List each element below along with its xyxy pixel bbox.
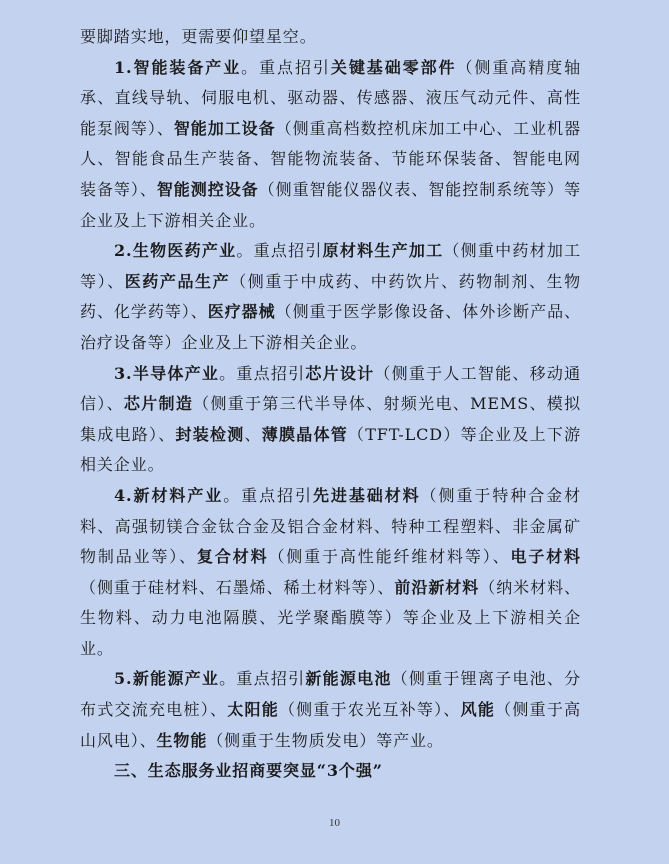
body-text: （侧重于人工智能、移动通信）、 <box>80 363 581 414</box>
bold-term: 1.智能装备产业 <box>114 57 242 77</box>
bold-term: 风能 <box>460 700 496 720</box>
body-text: （侧重于锂离子电池、分布式交流充电桩）、 <box>80 669 581 720</box>
bold-term: 复合材料 <box>197 547 269 567</box>
body-text: （纳米材料、生物料、动力电池隔膜、光学聚酯膜等）等企业及上下游相关企业。 <box>80 577 581 658</box>
body-text: （侧重于医学影像设备、体外诊断产品、治疗设备等）企业及上下游相关企业。 <box>80 302 581 352</box>
bold-term: 智能加工设备 <box>173 118 276 138</box>
body-text: （侧重于特种合金材料、高强韧镁合金钛合金及铝合金材料、特种工程塑料、非金属矿物制品业等）、 <box>80 485 581 567</box>
body-text: 。重点招引 <box>236 241 323 261</box>
bold-term: 生物能 <box>156 730 208 750</box>
industry-paragraph <box>80 53 581 237</box>
industry-sections <box>80 53 581 757</box>
body-text: （侧重于第三代半导体、射频光电、MEMS、模拟集成电路）、 <box>80 394 581 444</box>
bold-term: 医疗器械 <box>207 302 276 322</box>
bold-term: 芯片设计 <box>305 363 375 383</box>
bold-term: 智能测控设备 <box>156 179 259 199</box>
body-text: （TFT-LCD）等企业及上下游相关企业。 <box>80 424 581 475</box>
body-text: 。重点招引 <box>241 57 331 77</box>
body-text: 、 <box>244 424 262 444</box>
body-text: （侧重于生物质发电）等产业。 <box>207 730 444 750</box>
bold-term: 新能源电池 <box>305 669 392 689</box>
bold-term: 原材料生产加工 <box>322 241 444 261</box>
bold-term: 芯片制造 <box>123 394 194 414</box>
bold-term: 5.新能源产业 <box>114 669 220 689</box>
intro-paragraph: 要脚踏实地，更需要仰望星空。 <box>80 27 317 46</box>
industry-paragraph <box>80 359 581 481</box>
bold-term: 4.新材料产业 <box>114 485 224 505</box>
body-text: （侧重于硅材料、石墨烯、稀土材料等）、 <box>80 577 395 597</box>
body-text: （侧重高档数控机床加工中心、工业机器人、智能食品生产装备、智能物流装备、节能环保装备、智能电网装备等）、 <box>80 118 581 199</box>
bold-term: 3.半导体产业 <box>114 363 220 383</box>
bold-term: 封装检测 <box>175 424 245 444</box>
body-text: （侧重于高性能纤维材料等）、 <box>268 547 511 567</box>
body-text: 。重点招引 <box>219 363 306 383</box>
bold-term: 前沿新材料 <box>394 577 480 597</box>
bold-term: 关键基础零部件 <box>330 57 457 77</box>
body-text: （侧重高精度轴承、直线导轨、伺服电机、驱动器、传感器、液压气动元件、高性能泵阀等）、 <box>80 57 581 138</box>
body-text: （侧重于农光互补等）、 <box>278 700 461 720</box>
body-text: （侧重中药材加工等）、 <box>80 241 581 291</box>
bold-term: 电子材料 <box>510 547 581 567</box>
bold-term: 2.生物医药产业 <box>114 241 237 261</box>
industry-paragraph <box>80 664 581 756</box>
body-text: （侧重于高山风电）、 <box>80 700 581 750</box>
section-heading: 三、生态服务业招商要突显“3个强” <box>114 761 383 781</box>
industry-paragraph <box>80 236 581 358</box>
bold-term: 薄膜晶体管 <box>261 424 348 444</box>
body-text: （侧重于中成药、中药饮片、药物制剂、生物药、化学药等）、 <box>80 271 581 322</box>
industry-paragraph <box>80 481 581 665</box>
body-text: 。重点招引 <box>219 669 306 689</box>
bold-term: 医药产品生产 <box>124 271 231 291</box>
bold-term: 太阳能 <box>227 700 279 720</box>
bold-term: 先进基础材料 <box>312 485 421 505</box>
body-text: 。重点招引 <box>223 485 313 505</box>
body-text: （侧重智能仪器仪表、智能控制系统等）等企业及上下游相关企业。 <box>80 179 581 230</box>
page-number: 10 <box>329 817 340 829</box>
